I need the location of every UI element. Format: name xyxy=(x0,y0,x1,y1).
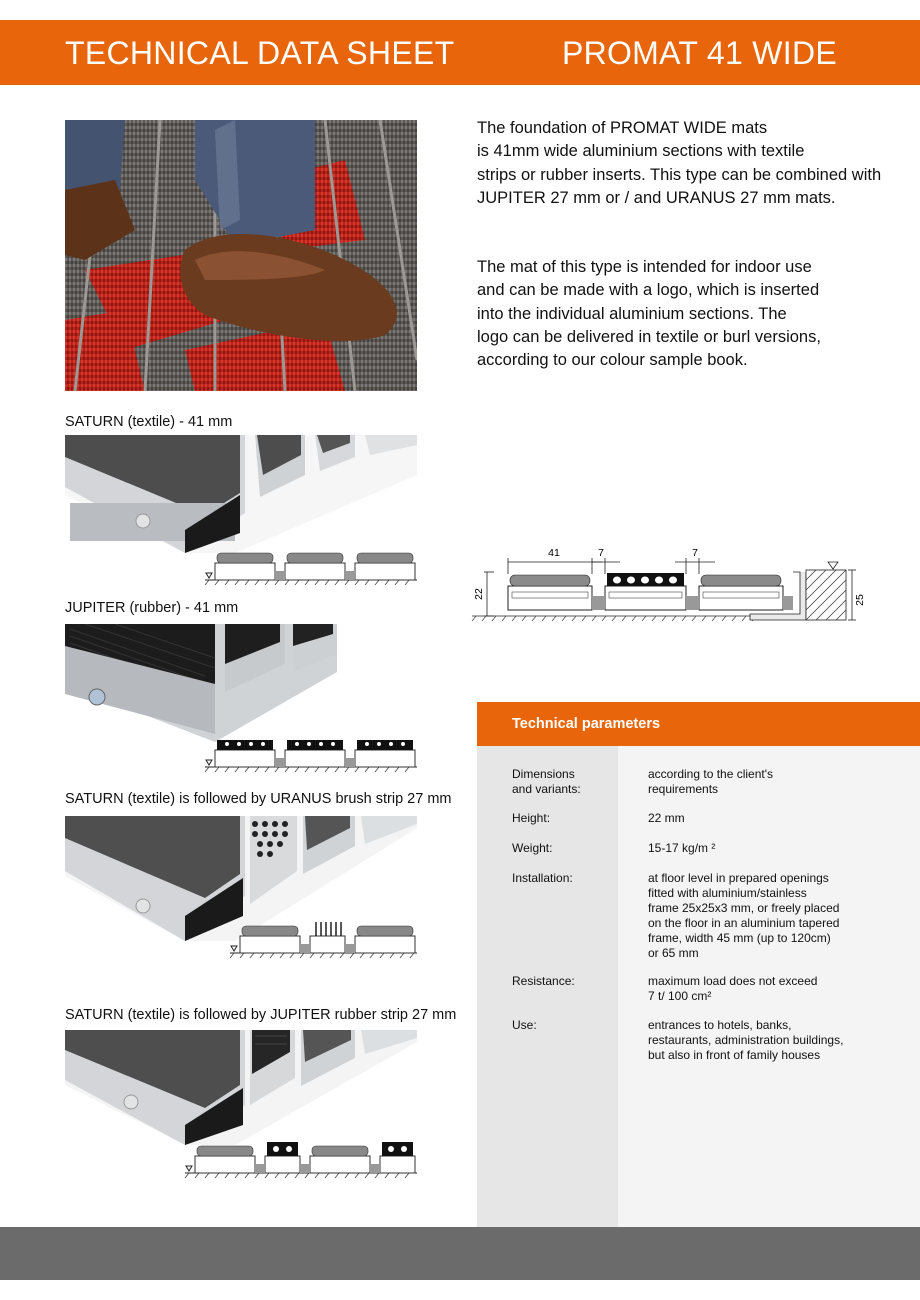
intro-line: strips or rubber inserts. This type can be combined with xyxy=(477,165,882,184)
param-value-height xyxy=(648,811,863,826)
param-label-line: and variants: xyxy=(512,782,581,796)
param-label-use xyxy=(512,1018,612,1033)
document-title: TECHNICAL DATA SHEET xyxy=(65,35,455,71)
intro-line: into the individual aluminium sections. The xyxy=(477,304,787,323)
param-value-resistance xyxy=(648,974,863,1004)
intro-paragraph-2 xyxy=(477,256,917,372)
cross-section-diagram xyxy=(470,542,870,632)
param-label-height xyxy=(512,811,612,826)
param-label-resistance xyxy=(512,974,612,989)
product-image-saturn xyxy=(65,435,417,585)
param-value-line: fitted with aluminium/stainless xyxy=(648,886,807,900)
product-image-saturn-uranus xyxy=(65,816,417,966)
dim-height-label: 22 xyxy=(473,588,485,600)
param-value-line: or 65 mm xyxy=(648,946,699,960)
param-label-dimensions xyxy=(512,767,612,797)
footer-bar xyxy=(0,1227,920,1280)
hero-photo xyxy=(65,120,417,391)
product-image-saturn-jupiter xyxy=(65,1030,417,1180)
param-value-line: restaurants, administration buildings, xyxy=(648,1033,844,1047)
intro-line: The mat of this type is intended for indoor use xyxy=(477,258,812,276)
intro-line: logo can be delivered in textile or burl versions, xyxy=(477,327,821,346)
param-value-line: requirements xyxy=(648,782,719,796)
header-bar xyxy=(0,20,920,85)
product-caption-saturn-uranus: SATURN (textile) is followed by URANUS brush strip 27 mm xyxy=(65,791,452,807)
param-value-line: entrances to hotels, banks, xyxy=(648,1018,792,1032)
intro-paragraph-1 xyxy=(477,117,917,210)
intro-line: The foundation of PROMAT WIDE mats xyxy=(477,119,768,137)
param-label-line: Weight: xyxy=(512,841,553,855)
param-value-line: frame 25x25x3 mm, or freely placed xyxy=(648,901,840,915)
parameters-title: Technical parameters xyxy=(512,716,661,732)
param-value-line: frame, width 45 mm (up to 120cm) xyxy=(648,931,831,945)
param-value-weight xyxy=(648,841,863,856)
param-value-installation xyxy=(648,871,863,961)
param-value-line: 22 mm xyxy=(648,811,685,825)
dim-width-label: 41 xyxy=(548,547,560,559)
parameters-header xyxy=(477,702,920,746)
param-value-dimensions xyxy=(648,767,863,797)
param-label-installation xyxy=(512,871,612,886)
param-label-weight xyxy=(512,841,612,856)
param-value-line: but also in front of family houses xyxy=(648,1048,821,1062)
param-label-line: Resistance: xyxy=(512,974,575,988)
param-label-line: Installation: xyxy=(512,871,573,885)
dim-frame-label: 25 xyxy=(854,594,866,606)
intro-line: is 41mm wide aluminium sections with textile xyxy=(477,142,805,161)
product-caption-saturn: SATURN (textile) - 41 mm xyxy=(65,414,233,430)
product-image-jupiter xyxy=(65,624,417,774)
param-value-line: 15-17 kg/m ² xyxy=(648,841,716,855)
param-value-use xyxy=(648,1018,863,1063)
param-value-line: maximum load does not exceed xyxy=(648,974,818,988)
param-label-line: Dimensions xyxy=(512,767,575,781)
product-caption-saturn-jupiter: SATURN (textile) is followed by JUPITER rubber strip 27 mm xyxy=(65,1007,457,1023)
param-value-line: at floor level in prepared openings xyxy=(648,871,829,885)
param-value-line: on the floor in an aluminium tapered xyxy=(648,916,840,930)
param-value-line: according to the client's xyxy=(648,767,774,781)
param-label-line: Use: xyxy=(512,1018,537,1032)
product-title: PROMAT 41 WIDE xyxy=(561,35,837,71)
product-caption-jupiter: JUPITER (rubber) - 41 mm xyxy=(65,600,239,616)
intro-line: JUPITER 27 mm or / and URANUS 27 mm mats. xyxy=(477,188,836,207)
param-label-line: Height: xyxy=(512,811,551,825)
intro-line: according to our colour sample book. xyxy=(477,351,748,370)
dim-gap-1-label: 7 xyxy=(598,547,604,559)
param-value-line: 7 t/ 100 cm² xyxy=(648,989,712,1003)
intro-line: and can be made with a logo, which is inserted xyxy=(477,281,820,300)
dim-gap-2-label: 7 xyxy=(692,547,698,559)
